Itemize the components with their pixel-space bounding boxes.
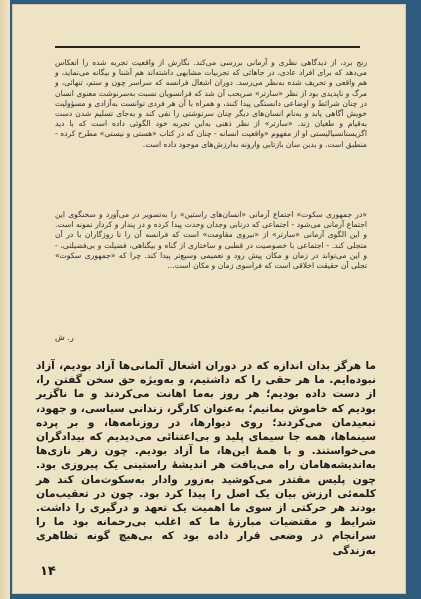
intro-paragraph-2: «در جمهوری سکوت» اجتماع آرمانی «انسان‌های راستین» را به‌تصویر در می‌آورد و سخنگوی این اجتماع آرمانی می‌شود - اجتماعی که درنابی وجدان وحدت پیدا کرده و در پندار و کردار نمونه است. و این الگوی آرمانی «سارتر» از «نیروی مقاومت» است که فرانسه آن را تا روزگاران با در آن متجلی کند. - اجتماعی با خصوصیت در قطبی و ساختاری از گناه و بیگناهی، فضیلت و بی‌فضیلتی، - و این می‌تواند در زمان و مکان پیش رود و تعمیمی وسیع‌تر پیدا کند. چرا که «جمهوری سکوت» تجلی آن حقیقت اخلاقی است که فراسوی زمان و مکان است... [55,210,367,271]
main-text-paragraph: ما هرگز بدان اندازه که در دوران اشغال آلمانی‌ها آزاد بودیم، آزاد نبوده‌ایم. ما هر حقی را که داشتیم، و به‌ویژه حق سخن گفتن را، از دست داده بودیم؛ هر روز به‌ما اهانت می‌کردند و ما ناگزیر بودیم که خاموش بمانیم؛ به‌عنوان کارگر، زندانی سیاسی، و جهود، تبعیدمان می‌کردند؛ روی دیوارها، در روزنامه‌ها، و بر پرده سینماها، همه جا سیمای پلید و بی‌اعتنائی می‌دیدیم که بیدادگران می‌خواستند. و با همهٔ این‌ها، ما آزاد بودیم. چون زهر نازی‌ها به‌اندیشه‌هامان راه می‌یافت هر اندیشهٔ راستینی یک پیروزی بود. چون پلیس مقتدر می‌کوشید به‌زور وادار به‌سکوت‌مان کند هر کلمه‌ئی ارزش بیان یک اصل را پیدا کرد بود. چون در تعقیب‌مان بودند هر حرکتی از سوی ما اهمیت یک تعهد و درگیری را داشت. شرایط و مقتضیات مبارزهٔ ما که اغلب بی‌رحمانه بود ما را سرانجام در وضعی قرار داده بود که بی‌هیچ گونه تظاهری به‌زندگی [36,360,376,557]
page-number: ۱۴ [40,564,56,579]
author-initials: ر. ش [55,333,74,342]
intro-paragraph-1: رنج برد، از دیدگاهی نظری و آرمانی بررسی می‌کند. نگارش از واقعیت تجربه شده را انعکاس می‌دهد که برای افراد عادی، در جاهائی که تجربیات مشابهی داشته‌اند هم آشنا و بیگانه می‌نماید، و هم واقعی و تحریف شده به‌نظر می‌رسد. دوران اشغال فرانسه که سراسر چون و ستم، تنهائی، و مرگ و ناپدیدی بود از نظر «سارتر» صریحب آن شد که فرانسویان نسبت به‌سرنوشت معنوی انسان در چنان شرائط و اوضاعی دانستگی پیدا کنند، و همراه با آن هر فردی توانست به‌آزادی و مسؤولیت خویش آگاهی یابد و به‌نام انسان‌های دیگر چنان سرنوشتی را نفی کند و به‌جای تسلیم شدن دست به‌قیام و طغیان زند. «سارتر» از نظر ذهنی به‌این تجربه خود الگوئی داده است که با دید اگزیستانسیالیستی او از مفهوم «واقعیت انسانه - چنان که در کتاب «هستی و نیستی» مطرح کرده - منطبق است. و بدین سان بازتابی وارونه به‌ارزش‌های موجود داده است. [55,58,367,149]
page-edge-shadow [0,0,10,599]
header-rule [55,46,360,48]
